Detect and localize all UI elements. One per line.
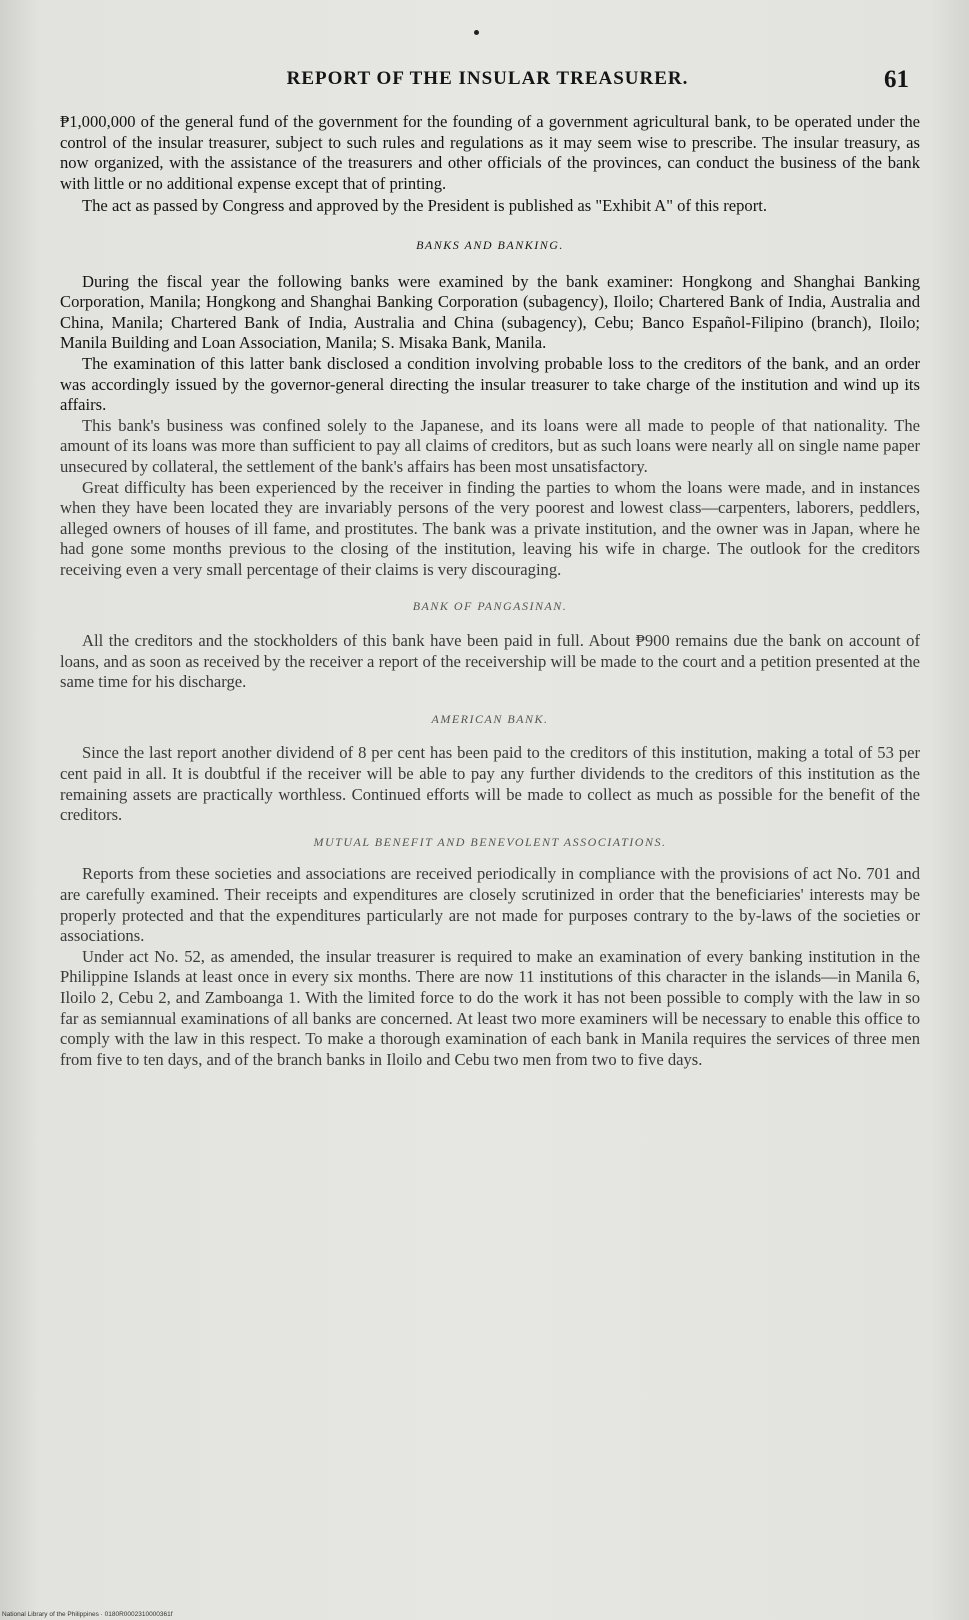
document-body (60, 112, 920, 1070)
running-head (60, 66, 915, 100)
section-heading: BANKS AND BANKING. (416, 237, 564, 252)
section-heading: MUTUAL BENEFIT AND BENEVOLENT ASSOCIATIONS. (313, 834, 667, 849)
paragraph: Under act No. 52, as amended, the insular treasurer is required to make an examination of every banking institution in the Philippine Islands at least once in every six months. There are now 11 institutions of this character in the islands—in Manila 6, Iloilo 2, Cebu 2, and Zamboanga 1. With the limited force to do the work it has not been possible to comply with the law in so far as semiannual examinations of all banks are concerned. At least two more examiners will be necessary to enable this office to comply with the law in this respect. To make a thorough examination of each bank in Manila requires the services of three men from five to ten days, and of the branch banks in Iloilo and Cebu two men from two to five days. (60, 946, 920, 1069)
paragraph: Reports from these societies and associations are received periodically in compliance with the provisions of act No. 701 and are carefully examined. Their receipts and expenditures are closely scrutinized in order that the beneficiaries' interests may be properly protected and that the expenditures particularly are not made for purposes contrary to the by-laws of the societies or associations. (60, 864, 920, 946)
paragraph: During the fiscal year the following banks were examined by the bank examiner: Hongkong and Shanghai Banking Corporation, Manila; Hongkong and Shanghai Banking Corporation (subagency), Iloilo; Chartered Bank of India, Australia and China, Manila; Chartered Bank of India, Australia and China (subagency), Cebu; Banco Español-Filipino (branch), Iloilo; Manila Building and Loan Association, Manila; S. Misaka Bank, Manila. (60, 271, 920, 353)
paragraph: ₱1,000,000 of the general fund of the government for the founding of a government agricultural bank, to be operated under the control of the insular treasurer, subject to such rules and regulations as it may seem wise to prescribe. The insular treasury, as now organized, with the assistance of the treasurers and other officials of the provinces, can conduct the business of the bank with little or no additional expense except that of printing. (60, 112, 920, 193)
section-heading: BANK OF PANGASINAN. (412, 599, 568, 614)
page-number: 61 (884, 66, 909, 93)
section-heading: AMERICAN BANK. (431, 711, 549, 726)
paragraph: This bank's business was confined solely to the Japanese, and its loans were all made to people of that nationality. The amount of its loans was more than sufficient to pay all claims of creditors, but as such loans were nearly all on single name paper unsecured by collateral, the settlement of the bank's affairs has been most unsatisfactory. (60, 415, 920, 476)
page-title: REPORT OF THE INSULAR TREASURER. (286, 68, 689, 89)
paragraph: Great difficulty has been experienced by the receiver in finding the parties to whom the loans were made, and in instances when they have been located they are invariably persons of the very poorest and lowest class—carpenters, laborers, peddlers, alleged owners of houses of ill fame, and prostitutes. The bank was a private institution, and the owner was in Japan, where he had gone some months previous to the closing of the institution, leaving his wife in charge. The outlook for the creditors receiving even a very small percentage of their claims is very discouraging. (60, 477, 920, 579)
ink-dot (474, 30, 479, 35)
paragraph: Since the last report another dividend of 8 per cent has been paid to the creditors of this institution, making a total of 53 per cent paid in all. It is doubtful if the receiver will be able to pay any further dividends to the creditors of this institution as the remaining assets are practically worthless. Continued efforts will be made to collect as much as possible for the benefit of the creditors. (60, 743, 920, 825)
scan-footer: National Library of the Philippines · 0180R0002310000361f (2, 1611, 173, 1618)
paragraph: All the creditors and the stockholders of this bank have been paid in full. About ₱900 remains due the bank on account of loans, and as soon as received by the receiver a report of the receivership will be made to the court and a petition presented at the same time for his discharge. (60, 631, 920, 692)
paragraph: The act as passed by Congress and approved by the President is published as "Exhibit A" of this report. (82, 196, 768, 216)
paragraph: The examination of this latter bank disclosed a condition involving probable loss to the creditors of the bank, and an order was accordingly issued by the governor-general directing the insular treasurer to take charge of the institution and wind up its affairs. (60, 353, 920, 415)
